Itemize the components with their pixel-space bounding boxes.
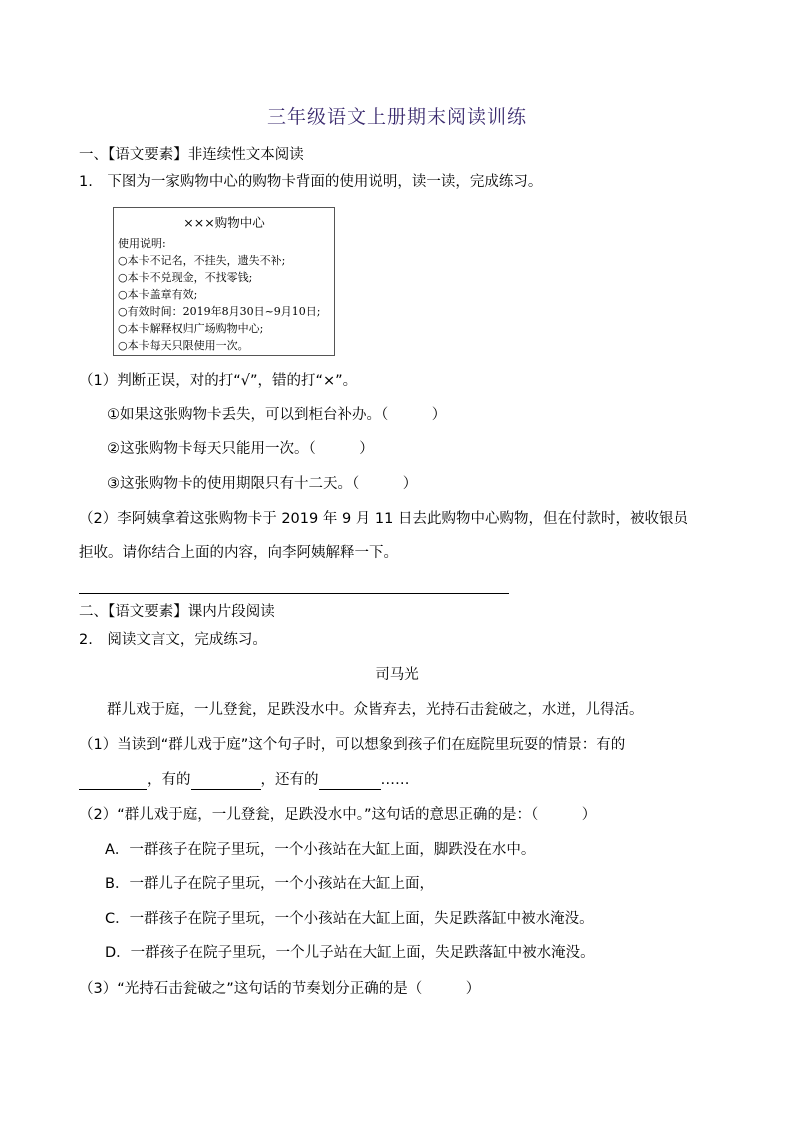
subquestion-1-1: （1）判断正误，对的打“√”，错的打“×”。 xyxy=(79,373,358,389)
card-line: ○本卡不兑现金，不找零钱; xyxy=(118,271,253,284)
judgement-item-3: ③这张购物卡的使用期限只有十二天。（ ） xyxy=(107,476,418,492)
option-b: B．一群儿子在院子里玩，一个小孩站在大缸上面， xyxy=(105,876,434,892)
ellipsis: …… xyxy=(380,772,410,788)
card-line: ○本卡解释权归广场购物中心; xyxy=(118,322,264,335)
option-c: C．一群孩子在院子里玩，一个小孩站在大缸上面，失足跌落缸中被水淹没。 xyxy=(105,911,594,927)
blank-connector: ，还有的 xyxy=(260,772,319,788)
page-title: 三年级语文上册期末阅读训练 xyxy=(266,106,527,128)
option-d: D．一群孩子在院子里玩，一个儿子站在大缸上面，失足跌落缸中被水淹没。 xyxy=(105,945,595,961)
judgement-item-2: ②这张购物卡每天只能用一次。（ ） xyxy=(107,441,374,457)
card-line: ○本卡盖章有效; xyxy=(118,288,198,301)
passage-text: 群儿戏于庭，一儿登瓮，足跌没水中。众皆弃去，光持石击瓮破之，水迸，儿得活。 xyxy=(107,702,644,718)
subquestion-2-3: （3）“光持石击瓮破之”这句话的节奏划分正确的是（ ） xyxy=(79,981,481,997)
card-line: ○有效时间：2019年8月30日~9月10日; xyxy=(118,305,321,318)
subquestion-2-1: （1）当读到“群儿戏于庭”这个句子时，可以想象到孩子们在庭院里玩耍的情景：有的 xyxy=(79,737,626,753)
fill-blank-3[interactable] xyxy=(319,773,381,790)
judgement-item-1: ①如果这张购物卡丢失，可以到柜台补办。（ ） xyxy=(107,407,447,423)
option-a: A．一群孩子在院子里玩，一个小孩站在大缸上面，脚跌没在水中。 xyxy=(105,842,536,858)
card-line: ○本卡不记名，不挂失，遗失不补; xyxy=(118,254,286,267)
question-1: 1. 下图为一家购物中心的购物卡背面的使用说明，读一读，完成练习。 xyxy=(79,174,543,190)
card-instructions xyxy=(118,235,321,354)
fill-blank-1[interactable] xyxy=(79,773,147,790)
card-title: ×××购物中心 xyxy=(183,215,265,230)
subquestion-1-2: （2）李阿姨拿着这张购物卡于 2019 年 9 月 11 日去此购物中心购物，但在付款时，被收银员 xyxy=(79,511,688,527)
answer-line[interactable] xyxy=(79,593,509,594)
fill-blank-2[interactable] xyxy=(191,773,261,790)
section2-heading: 二、【语文要素】课内片段阅读 xyxy=(79,604,275,620)
subquestion-2-1-blanks xyxy=(79,770,410,790)
subquestion-1-2-cont: 拒收。请你结合上面的内容，向李阿姨解释一下。 xyxy=(79,545,398,561)
shopping-card-image xyxy=(113,207,335,356)
passage-title: 司马光 xyxy=(375,667,419,683)
blank-connector: ，有的 xyxy=(147,772,191,788)
card-line: ○本卡每天只限使用一次。 xyxy=(118,339,249,352)
section1-heading: 一、【语文要素】非连续性文本阅读 xyxy=(79,147,304,163)
card-line: 使用说明: xyxy=(118,237,166,250)
subquestion-2-2: （2）“群儿戏于庭，一儿登瓮，足跌没水中。”这句话的意思正确的是：（ ） xyxy=(79,807,597,823)
question-2: 2. 阅读文言文，完成练习。 xyxy=(79,632,267,648)
